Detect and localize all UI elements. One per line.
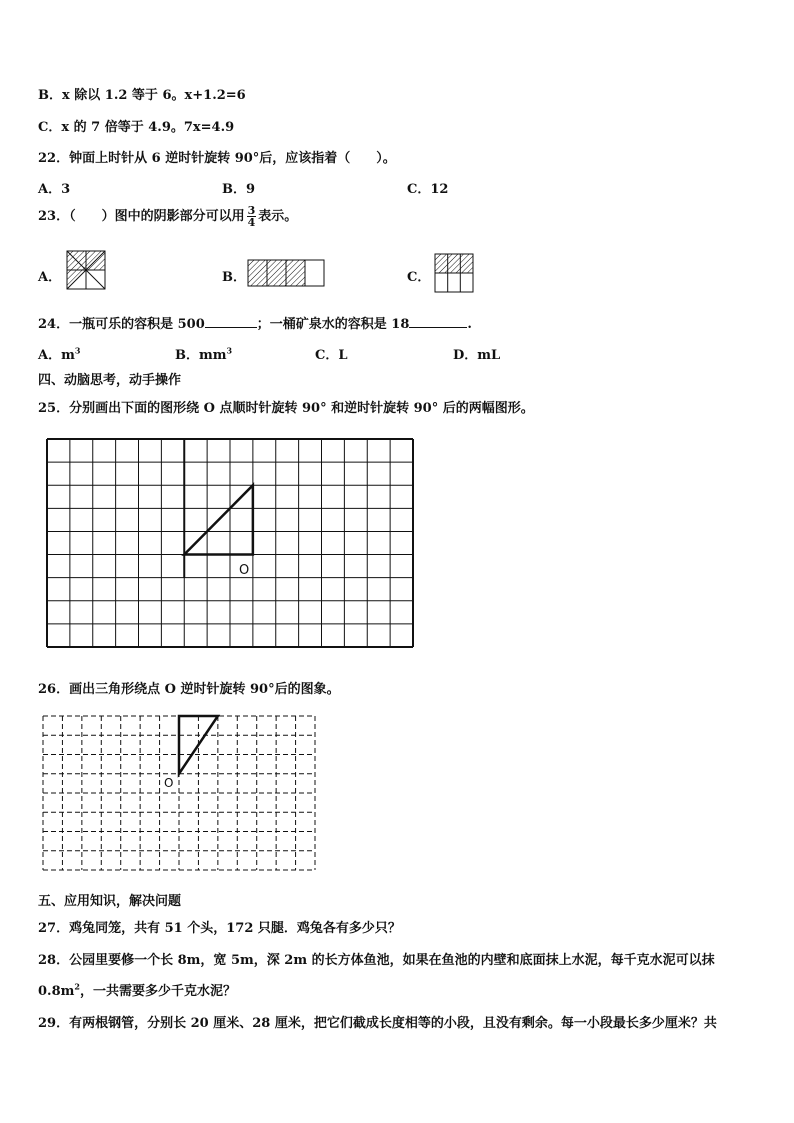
q21-option-b: B．x 除以 1.2 等于 6。x+1.2=6 — [38, 88, 246, 103]
q28-area-sup: 2 — [74, 981, 80, 992]
q24-stem-part2: ；一桶矿泉水的容积是 18 — [256, 317, 410, 332]
q28-stem-line2 — [38, 980, 236, 999]
section-4-heading: 四、动脑思考，动手操作 — [38, 373, 182, 388]
q23-option-b-label: B． — [222, 270, 246, 285]
q24-stem-part1: 24．一瓶可乐的容积是 500 — [38, 317, 205, 332]
q26-point-o-label: O — [164, 776, 174, 790]
q25-stem: 25．分别画出下面的图形绕 O 点顺时针旋转 90° 和逆时针旋转 90° 后的两幅图形。 — [38, 401, 534, 416]
q24-stem-part3: . — [467, 317, 472, 332]
q22-stem: 22．钟面上时针从 6 逆时针旋转 90°后，应该指着（ ）。 — [38, 151, 396, 166]
q28-area-value: 0.8m — [38, 984, 75, 999]
q26-stem: 26．画出三角形绕点 O 逆时针旋转 90°后的图象。 — [38, 682, 340, 697]
q25-triangle — [184, 485, 253, 554]
q24-option-a-sup: 3 — [74, 345, 81, 356]
q23-option-c-label: C． — [407, 270, 431, 285]
q22-option-b: B．9 — [222, 182, 256, 197]
q24-option-a — [38, 344, 80, 363]
q23-fraction — [247, 205, 257, 228]
q24-option-b-text: B．mm — [175, 348, 227, 363]
q23-figure-b — [248, 260, 328, 288]
q24-option-c: C．L — [315, 348, 348, 363]
q26-grid — [42, 715, 317, 871]
q23-option-a-label: A． — [38, 270, 62, 285]
q24-blank-2 — [409, 315, 467, 328]
q23-stem — [38, 205, 297, 228]
q25-point-o-label: O — [239, 563, 250, 578]
q23-fraction-numerator: 3 — [247, 204, 256, 217]
q24-option-b — [175, 344, 232, 363]
section-5-heading: 五、应用知识，解决问题 — [38, 894, 182, 909]
q22-option-c: C．12 — [407, 182, 449, 197]
q29-stem: 29．有两根钢管，分别长 20 厘米、28 厘米，把它们截成长度相等的小段，且没有剩余。每一小段最长多少厘米？共 — [38, 1016, 717, 1031]
q21-option-c: C．x 的 7 倍等于 4.9。7x=4.9 — [38, 120, 235, 135]
q22-option-a: A．3 — [38, 182, 71, 197]
q28-stem-line1: 28．公园里要修一个长 8m，宽 5m，深 2m 的长方体鱼池，如果在鱼池的内壁和底面抹上水泥，每千克水泥可以抹 — [38, 953, 715, 968]
q23-figure-a — [67, 251, 107, 291]
q23-stem-before: 23．（ ）图中的阴影部分可以用 — [38, 209, 245, 224]
q25-grid — [46, 438, 414, 648]
q24-blank-1 — [205, 315, 257, 328]
q27-stem: 27．鸡兔同笼，共有 51 个头，172 只腿．鸡兔各有多少只？ — [38, 921, 401, 936]
q24-option-d: D．mL — [453, 348, 501, 363]
q24-option-b-sup: 3 — [226, 345, 233, 356]
q23-fraction-denominator: 4 — [247, 216, 256, 229]
q24-stem — [38, 313, 472, 332]
q23-stem-after: 表示。 — [258, 209, 298, 224]
q23-figure-c — [435, 254, 475, 294]
q24-option-a-text: A．m — [38, 348, 75, 363]
q28-stem-rest: ，一共需要多少千克水泥？ — [79, 984, 236, 999]
